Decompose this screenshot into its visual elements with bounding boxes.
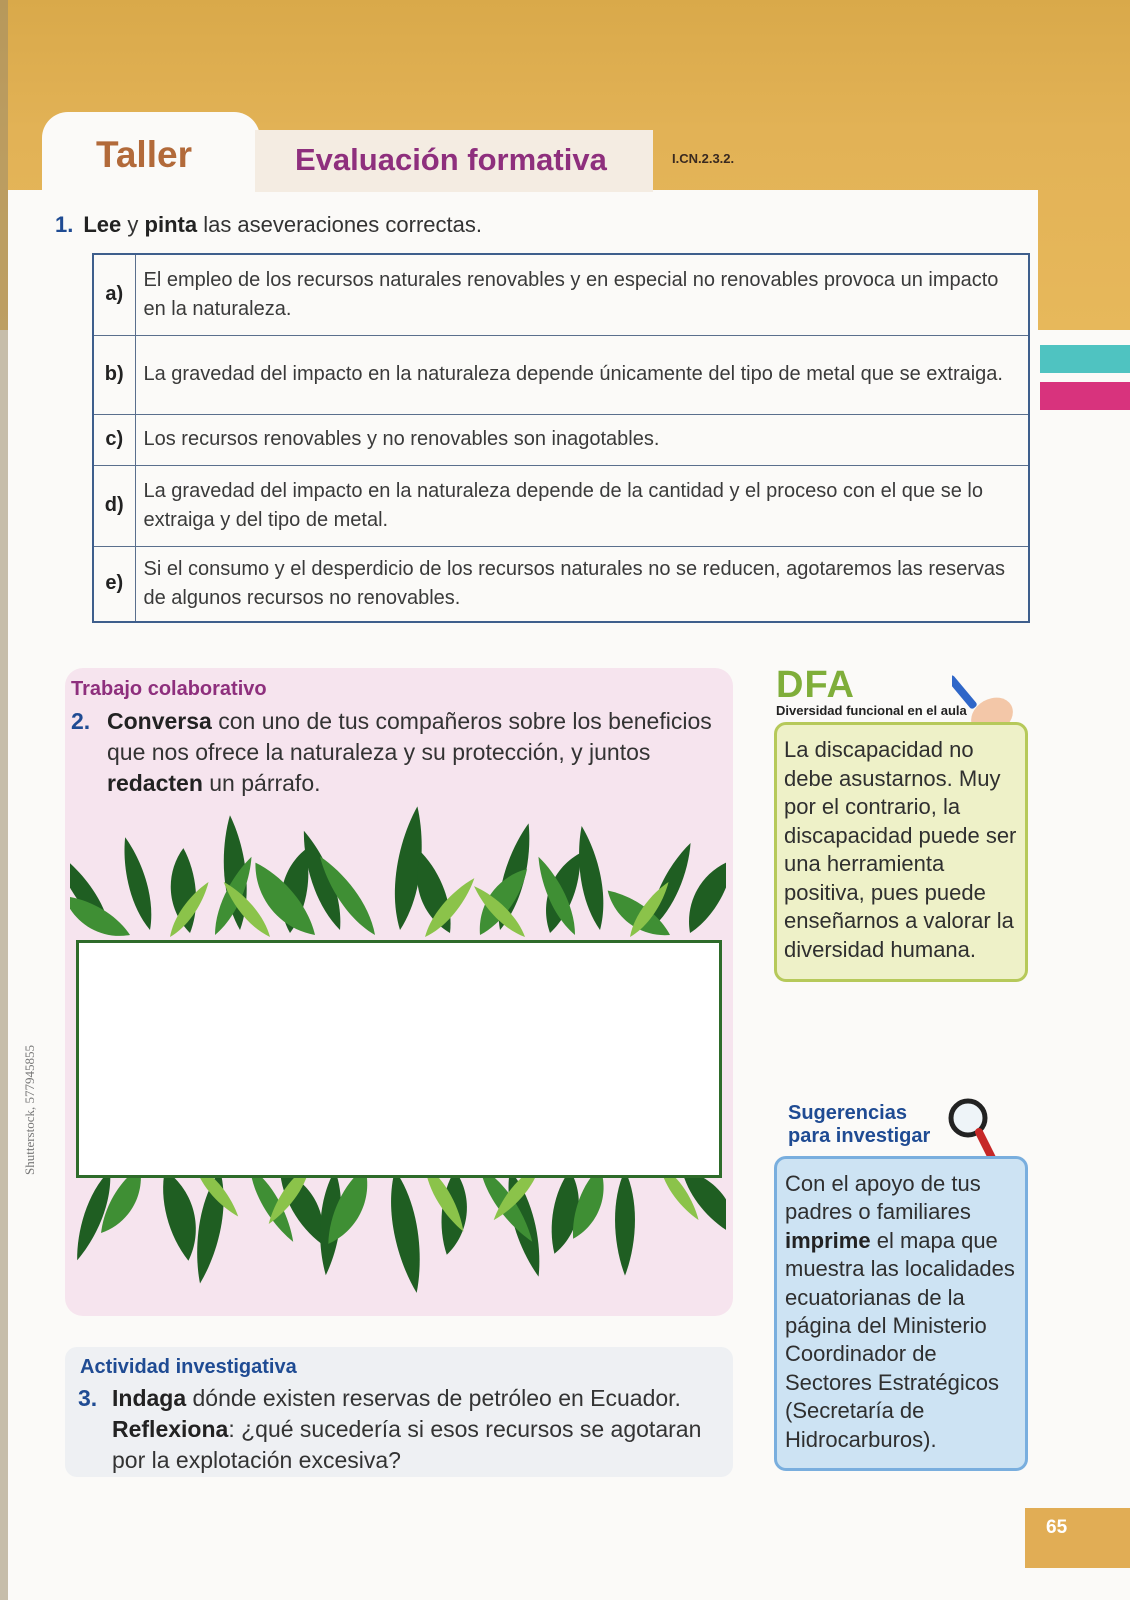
verb-reflexiona: Reflexiona bbox=[112, 1416, 229, 1442]
dfa-logo: DFA bbox=[776, 664, 855, 706]
statement-text[interactable]: El empleo de los recursos naturales renovables y en especial no renovables provoca un impacto en la naturaleza. bbox=[135, 254, 1029, 335]
question-1-prompt: 1. Lee y pinta las aseveraciones correctas. bbox=[55, 212, 482, 237]
statement-row[interactable] bbox=[93, 335, 1029, 414]
statement-text[interactable]: La gravedad del impacto en la naturaleza depende de la cantidad y el proceso con el que se lo extraiga y del tipo de metal. bbox=[135, 465, 1029, 546]
question-2-prompt: 2. Conversa con uno de tus compañeros sobre los beneficios que nos ofrece la naturaleza y su protección, y juntos redacten un párrafo. bbox=[71, 708, 712, 796]
page-number: 65 bbox=[1046, 1517, 1068, 1538]
side-marker-teal bbox=[1040, 345, 1130, 373]
verb-imprime: imprime bbox=[785, 1227, 871, 1253]
statement-letter: c) bbox=[93, 414, 135, 465]
question-number: 2. bbox=[71, 708, 91, 734]
dfa-subtitle: Diversidad funcional en el aula bbox=[776, 703, 967, 718]
verb-lee: Lee bbox=[83, 212, 122, 237]
statement-letter: a) bbox=[93, 254, 135, 335]
section-title-tab bbox=[255, 130, 653, 192]
question-3-prompt: 3. Indaga dónde existen reservas de petróleo en Ecuador. Reflexiona: ¿qué sucedería si esos recursos se agotaran por la explotación excesiva? bbox=[78, 1385, 702, 1473]
statements-table bbox=[92, 253, 1030, 623]
verb-indaga: Indaga bbox=[112, 1385, 187, 1411]
statement-letter: e) bbox=[93, 546, 135, 622]
question-number: 3. bbox=[78, 1385, 98, 1411]
image-credit: Shutterstock, 577945855 bbox=[22, 1045, 37, 1175]
statement-row[interactable] bbox=[93, 546, 1029, 622]
statement-text[interactable]: Si el consumo y el desperdicio de los recursos naturales no se reducen, agotaremos las reservas de algunos recursos no renovables. bbox=[135, 546, 1029, 622]
tab-taller bbox=[42, 112, 260, 204]
verb-conversa: Conversa bbox=[107, 708, 212, 734]
page-binding-edge bbox=[0, 0, 8, 1600]
question-number: 1. bbox=[55, 212, 74, 237]
statement-letter: d) bbox=[93, 465, 135, 546]
side-marker-magenta bbox=[1040, 382, 1130, 410]
statement-text[interactable]: La gravedad del impacto en la naturaleza depende únicamente del tipo de metal que se extraiga. bbox=[135, 335, 1029, 414]
suggestions-title: Sugerencias para investigar bbox=[788, 1102, 931, 1147]
collaborative-title: Trabajo colaborativo bbox=[71, 678, 267, 700]
statement-row[interactable] bbox=[93, 465, 1029, 546]
statement-row[interactable] bbox=[93, 414, 1029, 465]
page-number-tab bbox=[1025, 1508, 1130, 1568]
verb-redacten: redacten bbox=[107, 770, 203, 796]
dfa-text: La discapacidad no debe asustarnos. Muy por el contrario, la discapacidad puede ser una herramienta positiva, pues puede enseñarnos a valorar la diversidad humana. bbox=[784, 737, 1017, 962]
investigative-title: Actividad investigativa bbox=[80, 1356, 297, 1378]
statement-row[interactable] bbox=[93, 254, 1029, 335]
suggestions-text: Con el apoyo de tus padres o familiares imprime el mapa que muestra las localidades ecuatorianas de la página del Ministerio Coordinador de Sectores Estratégicos (Secretaría de Hidrocarburos). bbox=[785, 1171, 1015, 1452]
statement-text[interactable]: Los recursos renovables y no renovables son inagotables. bbox=[135, 414, 1029, 465]
statement-letter: b) bbox=[93, 335, 135, 414]
curriculum-code: I.CN.2.3.2. bbox=[672, 151, 735, 166]
paragraph-writing-area[interactable] bbox=[76, 940, 722, 1178]
section-title: Evaluación formativa bbox=[295, 142, 607, 177]
verb-pinta: pinta bbox=[144, 212, 198, 237]
tab-taller-label: Taller bbox=[96, 134, 192, 175]
